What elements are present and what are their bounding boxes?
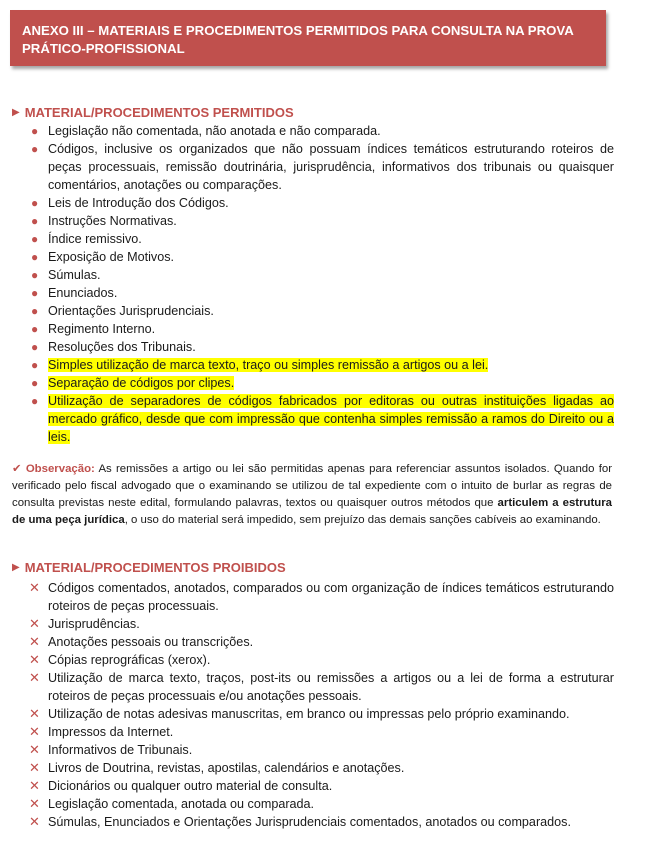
list-item: ✕ Impressos da Internet. <box>29 724 174 739</box>
list-item: ● Resoluções dos Tribunais. <box>31 340 196 354</box>
cross-icon: ✕ <box>29 796 40 811</box>
list-item: ✕ Utilização de marca texto, traços, post-its ou remissões a artigos ou a lei de forma a estruturar roteiros de peças processuais e/ou anotações pessoais. <box>29 670 614 703</box>
observation-emphasis: articulem a estrutura de uma peça jurídica <box>12 497 613 526</box>
prohibited-list <box>0 579 659 831</box>
list-item: ● Índice remissivo. <box>31 232 142 246</box>
permitted-heading: ▶ MATERIAL/PROCEDIMENTOS PERMITIDOS <box>12 105 294 120</box>
list-item: ✕ Legislação comentada, anotada ou comparada. <box>29 796 315 811</box>
cross-icon: ✕ <box>29 634 40 649</box>
triangle-right-icon: ▶ <box>12 107 20 118</box>
list-item: ● Códigos, inclusive os organizados que não possuam índices temáticos estruturando roteiros de peças processuais, remissão doutrinária, jurisprudência, informativos dos tribunais ou quaisquer comentários, anotações ou comparações. <box>31 142 614 192</box>
check-mark-icon: ✔ <box>12 463 22 475</box>
prohibited-heading: ▶ MATERIAL/PROCEDIMENTOS PROIBIDOS <box>12 560 286 575</box>
list-item: ✕ Súmulas, Enunciados e Orientações Jurisprudenciais comentados, anotados ou comparados. <box>29 814 571 829</box>
bullet-icon: ● <box>31 340 39 354</box>
bullet-icon: ● <box>31 124 39 138</box>
cross-icon: ✕ <box>29 814 40 829</box>
bullet-icon: ● <box>31 304 39 318</box>
bullet-icon: ● <box>31 358 39 372</box>
bullet-icon: ● <box>31 322 39 336</box>
list-item-highlighted: ● Separação de códigos por clipes. <box>31 376 235 390</box>
list-item: ● Instruções Normativas. <box>31 214 177 228</box>
cross-icon: ✕ <box>29 742 40 757</box>
bullet-icon: ● <box>31 196 39 210</box>
list-item: ● Súmulas. <box>31 268 101 282</box>
bullet-icon: ● <box>31 214 39 228</box>
list-item: ✕ Utilização de notas adesivas manuscritas, em branco ou impressas pelo próprio examinando. <box>29 706 570 721</box>
list-item: ● Exposição de Motivos. <box>31 250 174 264</box>
annex-title-line-2: PRÁTICO-PROFISSIONAL <box>22 41 185 56</box>
list-item: ● Enunciados. <box>31 286 118 300</box>
observation-note: ✔ Observação: As remissões a artigo ou lei são permitidas apenas para referenciar assuntos isolados. Quando for verificado pelo fiscal advogado que o examinando se utilizou de tal expediente com o intuito de burlar as regras de consulta previstas neste edital, formulando palavras, textos ou quaisquer outros métodos que articulem a estrutura de uma peça jurídica, o uso do material será impedido, sem prejuízo das demais sanções cabíveis ao examinando. <box>12 463 613 526</box>
bullet-icon: ● <box>31 232 39 246</box>
cross-icon: ✕ <box>29 580 40 595</box>
list-item: ✕ Jurisprudências. <box>29 616 140 631</box>
triangle-right-icon: ▶ <box>12 562 20 573</box>
list-item: ✕ Dicionários ou qualquer outro material de consulta. <box>29 778 333 793</box>
cross-icon: ✕ <box>29 706 40 721</box>
cross-icon: ✕ <box>29 616 40 631</box>
list-item: ● Regimento Interno. <box>31 322 156 336</box>
permitted-list <box>0 122 659 446</box>
list-item: ● Leis de Introdução dos Códigos. <box>31 196 229 210</box>
list-item: ✕ Anotações pessoais ou transcrições. <box>29 634 254 649</box>
bullet-icon: ● <box>31 376 39 390</box>
annex-title-banner <box>10 10 606 66</box>
list-item-highlighted: ● Utilização de separadores de códigos fabricados por editoras ou outras instituições ligadas ao mercado gráfico, desde que com impressão que contenha simples remissão a ramos do Direito ou a leis. <box>31 394 614 444</box>
cross-icon: ✕ <box>29 760 40 775</box>
bullet-icon: ● <box>31 286 39 300</box>
list-item: ✕ Cópias reprográficas (xerox). <box>29 652 211 667</box>
list-item: ✕ Códigos comentados, anotados, comparados ou com organização de índices temáticos estruturando roteiros de peças processuais. <box>29 580 614 613</box>
list-item-highlighted: ● Simples utilização de marca texto, traço ou simples remissão a artigos ou a lei. <box>31 358 489 372</box>
cross-icon: ✕ <box>29 652 40 667</box>
cross-icon: ✕ <box>29 670 40 685</box>
cross-icon: ✕ <box>29 778 40 793</box>
bullet-icon: ● <box>31 142 39 156</box>
bullet-icon: ● <box>31 250 39 264</box>
list-item: ✕ Informativos de Tribunais. <box>29 742 193 757</box>
list-item: ● Orientações Jurisprudenciais. <box>31 304 214 318</box>
list-item: ● Legislação não comentada, não anotada e não comparada. <box>31 124 381 138</box>
annex-title-line-1: ANEXO III – MATERIAIS E PROCEDIMENTOS PERMITIDOS PARA CONSULTA NA PROVA <box>22 23 574 38</box>
cross-icon: ✕ <box>29 724 40 739</box>
observation-label: Observação: <box>25 463 95 475</box>
list-item: ✕ Livros de Doutrina, revistas, apostilas, calendários e anotações. <box>29 760 405 775</box>
bullet-icon: ● <box>31 268 39 282</box>
bullet-icon: ● <box>31 394 39 408</box>
